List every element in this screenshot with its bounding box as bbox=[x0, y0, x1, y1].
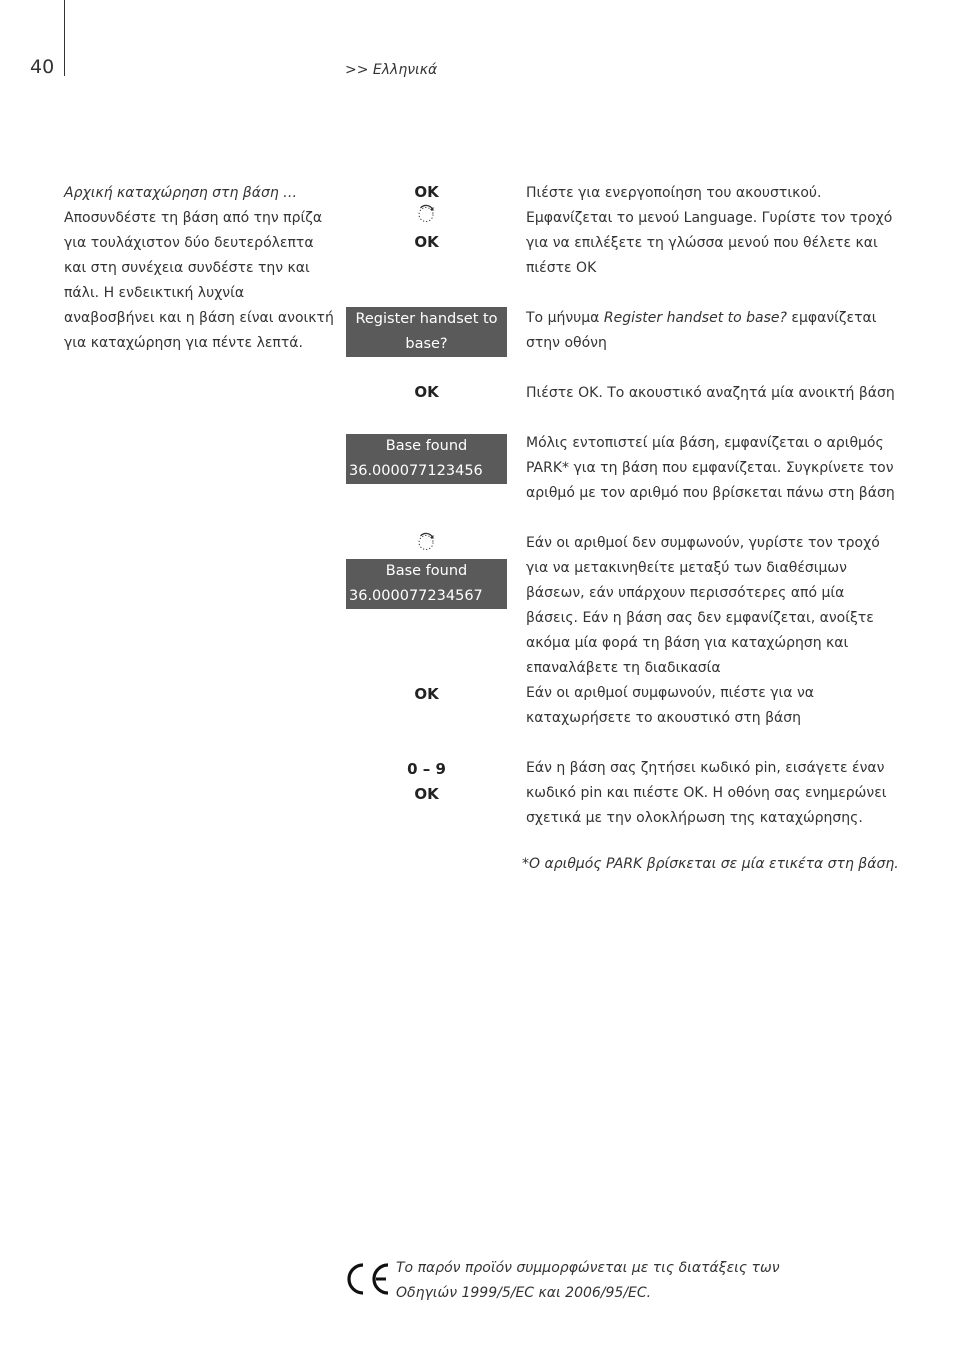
step-2-text bbox=[526, 306, 898, 356]
step-2-post: εμφανίζεται στην οθόνη bbox=[526, 310, 877, 351]
ok-key: OK bbox=[414, 383, 439, 401]
footnote: *Ο αριθμός PARK βρίσκεται σε μία ετικέτα στη βάση. bbox=[522, 856, 899, 872]
display-park-number: 36.000077234567 bbox=[349, 588, 483, 604]
step-5-text: Εάν οι αριθμοί δεν συμφωνούν, γυρίστε τον τροχό για να μετακινηθείτε μεταξύ των διαθέσιμων βάσεων, εάν υπάρχουν περισσότερες από μία βάσεις. Εάν η βάση σας δεν εμφανίζεται, ανοίξτε ακόμα μία φορά τη βάση για καταχώρηση και επαναλάβετε τη διαδικασία bbox=[526, 535, 880, 676]
margin-rule bbox=[64, 0, 65, 76]
step-2-italic: Register handset to base? bbox=[603, 310, 787, 326]
display-register-message: Register handset to base? bbox=[346, 307, 507, 357]
ok-key: OK bbox=[414, 233, 439, 251]
section-header: >> Ελληνικά bbox=[345, 62, 438, 78]
compliance-statement: Το παρόν προϊόν συμμορφώνεται με τις διατάξεις των Οδηγιών 1999/5/EC και 2006/95/EC. bbox=[396, 1260, 780, 1301]
ok-key: OK bbox=[414, 785, 439, 803]
display-line: Base found bbox=[385, 438, 468, 454]
digit-keys: 0 – 9 bbox=[407, 760, 446, 778]
sidebar-title: Αρχική καταχώρηση στη βάση … bbox=[64, 185, 298, 201]
step-6-text: Εάν οι αριθμοί συμφωνούν, πιέστε για να καταχωρήσετε το ακουστικό στη βάση bbox=[526, 685, 815, 726]
step-4-text: Μόλις εντοπιστεί μία βάση, εμφανίζεται ο αριθμός PARK* για τη βάση που εμφανίζεται. Συγκρίνετε τον αριθμό με τον αριθμό που βρίσκεται πάνω στη βάση bbox=[526, 435, 895, 501]
display-park-number: 36.000077123456 bbox=[349, 463, 483, 479]
display-base-found-2 bbox=[346, 559, 507, 609]
scroll-wheel-icon bbox=[416, 531, 436, 551]
step-3-text: Πιέστε OK. Το ακουστικό αναζητά μία ανοικτή βάση bbox=[526, 385, 895, 401]
sidebar-body: Αποσυνδέστε τη βάση από την πρίζα για τουλάχιστον δύο δευτερόλεπτα και στη συνέχεια συνδέστε την και πάλι. Η ενδεικτική λυχνία αναβοσβήνει και η βάση είναι ανοικτή για καταχώρηση για πέντε λεπτά. bbox=[64, 210, 334, 351]
display-base-found-1 bbox=[346, 434, 507, 484]
page-number: 40 bbox=[30, 56, 55, 78]
sidebar-intro bbox=[64, 181, 336, 356]
ok-key: OK bbox=[414, 183, 439, 201]
display-line: Base found bbox=[385, 563, 468, 579]
ok-key: OK bbox=[414, 685, 439, 703]
step-7-text: Εάν η βάση σας ζητήσει κωδικό pin, εισάγετε έναν κωδικό pin και πιέστε OK. Η οθόνη σας ενημερώνει σχετικά με την ολοκλήρωση της καταχώρησης. bbox=[526, 760, 887, 826]
scroll-wheel-icon bbox=[416, 203, 436, 223]
step-1-text: Πιέστε για ενεργοποίηση του ακουστικού. Εμφανίζεται το μενού Language. Γυρίστε τον τροχό για να επιλέξετε τη γλώσσα μενού που θέλετε και πιέστε OK bbox=[526, 185, 893, 276]
ce-mark-icon bbox=[345, 1262, 391, 1296]
step-2-pre: Το μήνυμα bbox=[526, 310, 604, 326]
